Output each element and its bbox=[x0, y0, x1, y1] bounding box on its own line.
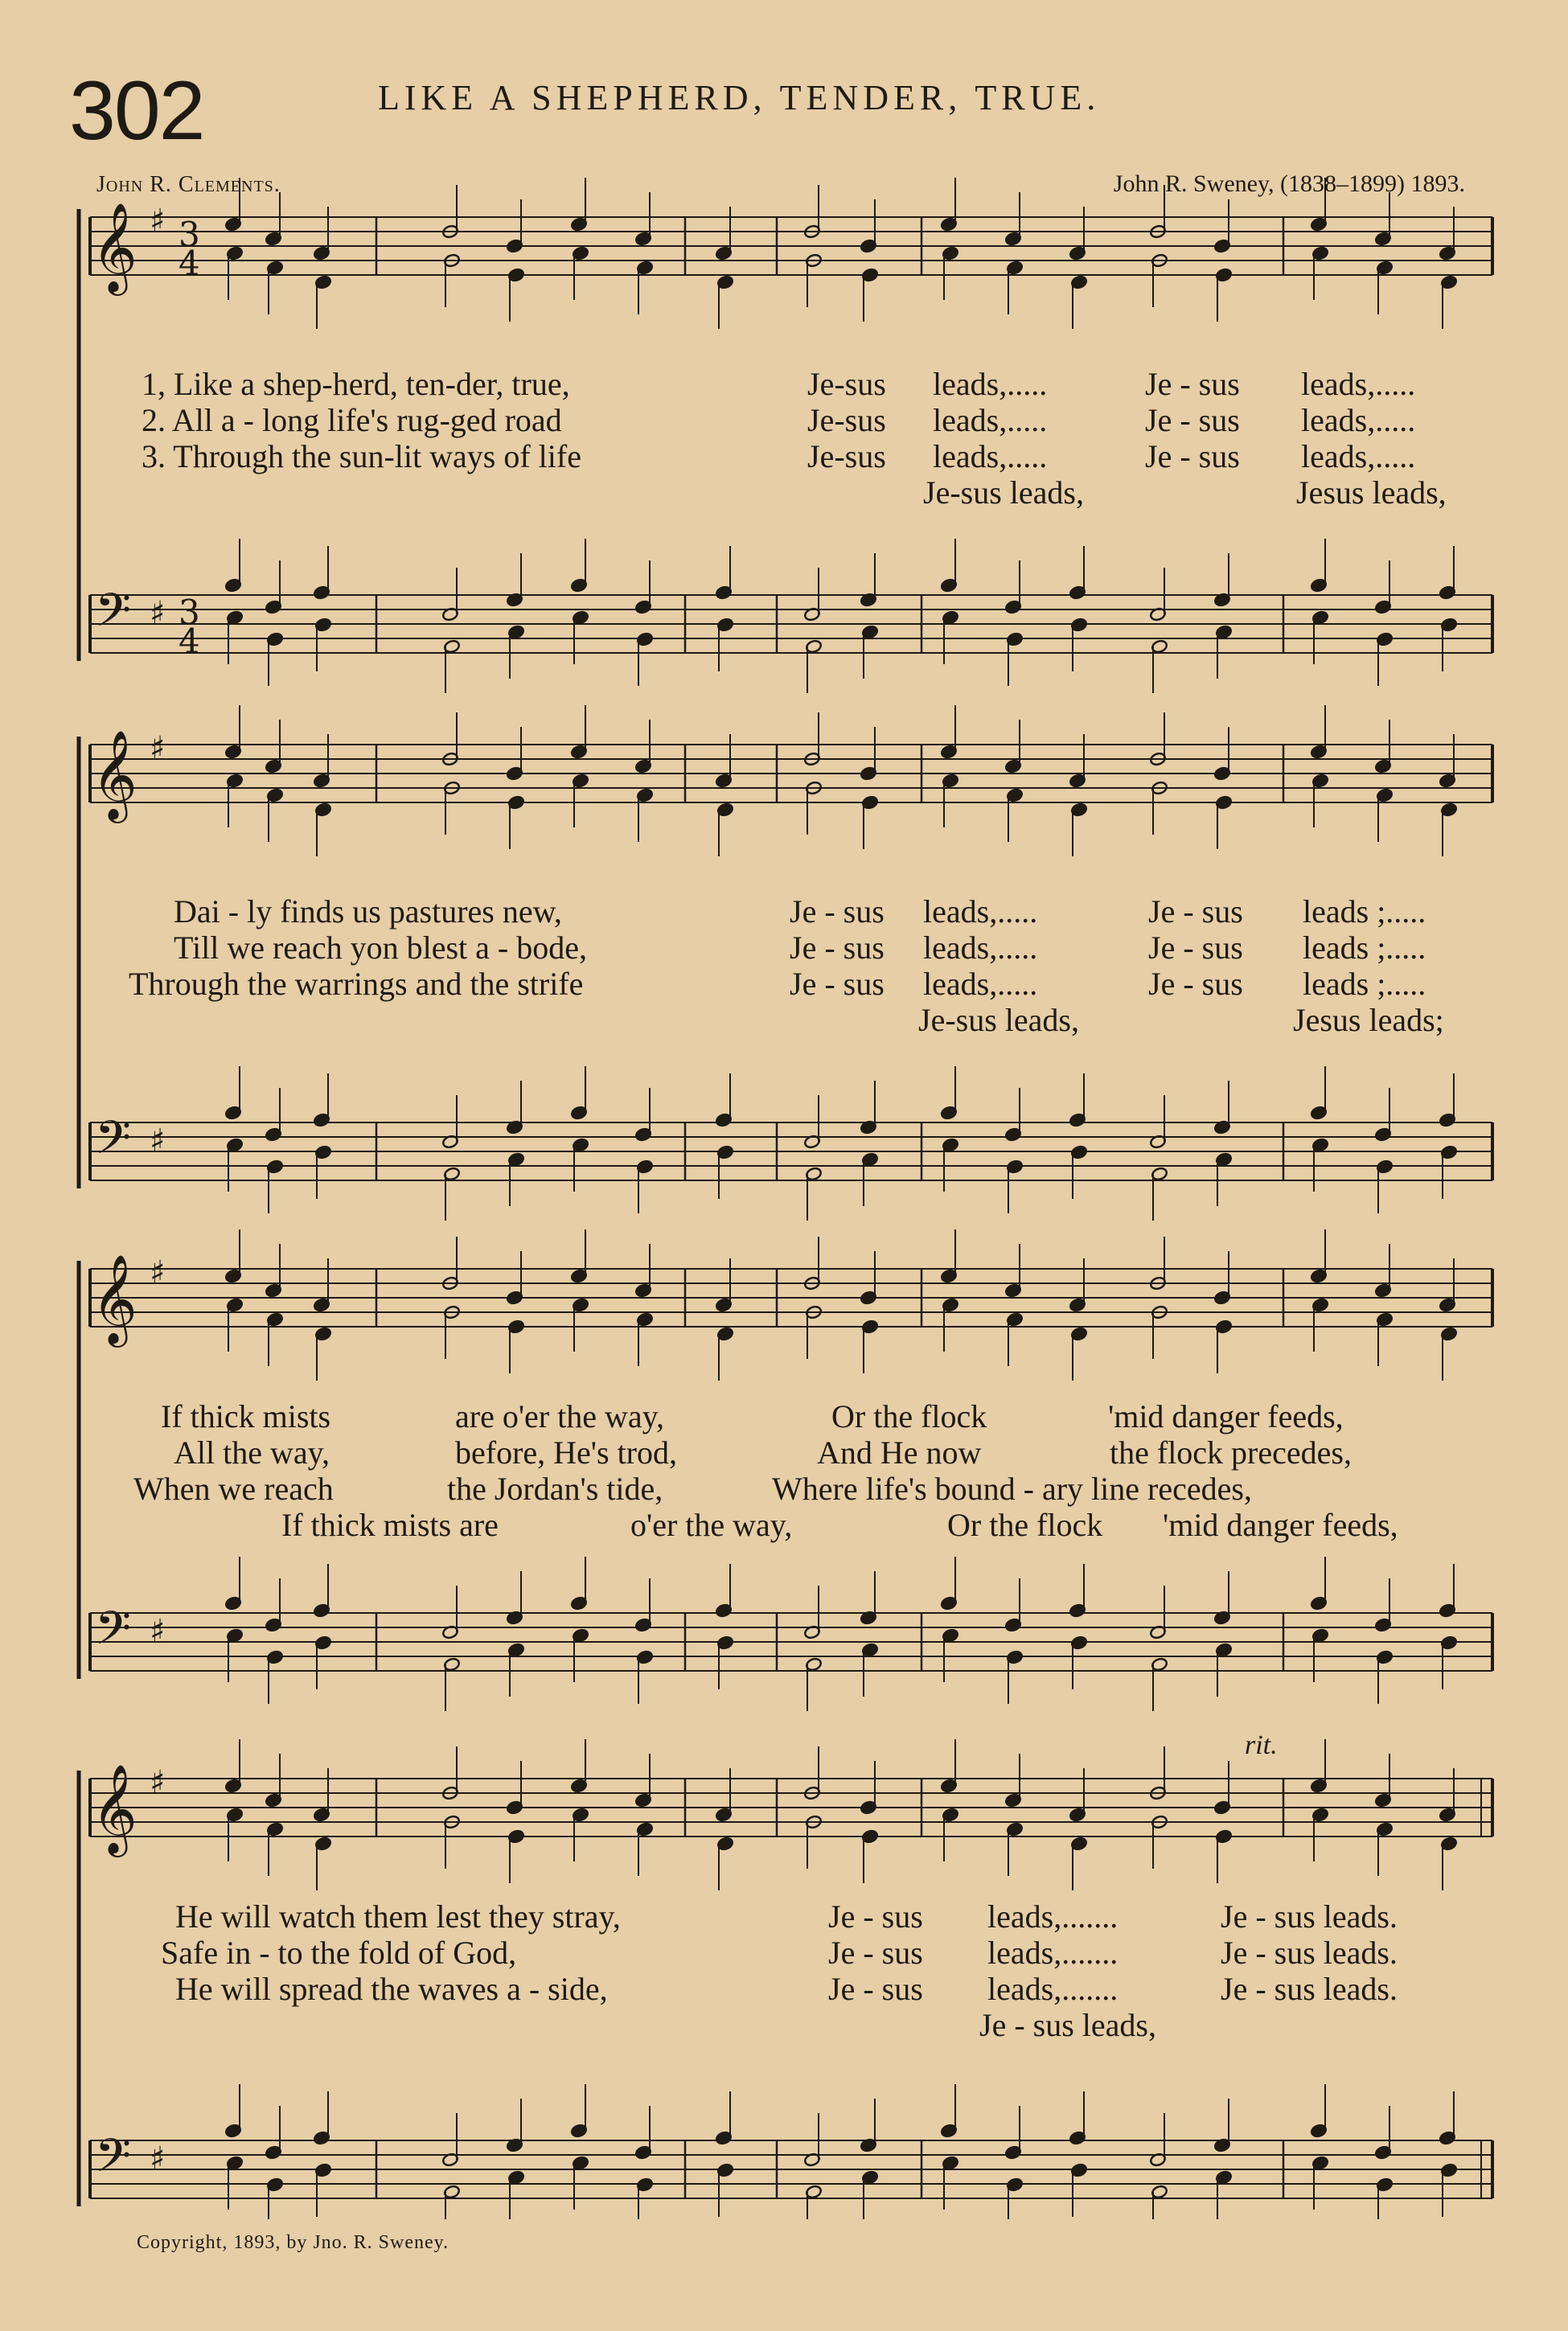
note-head-icon bbox=[860, 1761, 876, 1815]
note-head-icon bbox=[861, 2170, 878, 2219]
time-signature-icon: 3 bbox=[179, 593, 200, 632]
note-head-icon bbox=[1310, 2084, 1327, 2138]
note-head-icon bbox=[1004, 2106, 1021, 2160]
note-head-icon bbox=[1070, 2163, 1087, 2217]
note-head-icon bbox=[715, 2091, 732, 2145]
bass-clef-icon: 𝄢 bbox=[95, 2128, 132, 2194]
lyricist-credit: John R. Clements. bbox=[96, 172, 281, 197]
note-head-icon bbox=[507, 1829, 524, 1883]
sharp-icon: ♯ bbox=[150, 2140, 166, 2177]
note-head-icon bbox=[942, 2156, 958, 2210]
note-head-icon bbox=[507, 2170, 524, 2219]
note-head-icon bbox=[265, 2106, 281, 2160]
note-head-icon bbox=[1310, 1739, 1327, 1793]
treble-clef-icon: 𝄞 bbox=[92, 1254, 138, 1344]
note-head-icon bbox=[1215, 2170, 1232, 2219]
sharp-icon: ♯ bbox=[150, 1764, 166, 1801]
note-head-icon bbox=[1376, 1822, 1393, 1876]
sharp-icon: ♯ bbox=[150, 730, 166, 767]
note-head-icon bbox=[1213, 1761, 1230, 1815]
note-head-icon bbox=[1006, 1822, 1023, 1876]
note-head-icon bbox=[443, 2185, 460, 2219]
note-head-icon bbox=[1069, 1768, 1086, 1822]
bass-clef-icon: 𝄢 bbox=[95, 583, 132, 649]
note-head-icon bbox=[716, 1836, 733, 1890]
bass-clef-icon: 𝄢 bbox=[95, 1601, 132, 1667]
treble-staff bbox=[90, 1779, 1492, 1836]
note-head-icon bbox=[224, 2084, 241, 2138]
ritardando-mark: rit. bbox=[1245, 1730, 1278, 1760]
note-head-icon bbox=[572, 1808, 589, 1861]
treble-clef-icon: 𝄞 bbox=[92, 729, 138, 819]
hymn-title: LIKE A SHEPHERD, TENDER, TRUE. bbox=[378, 78, 1101, 117]
sharp-icon: ♯ bbox=[150, 595, 166, 632]
note-head-icon bbox=[506, 1761, 523, 1815]
hymn-page: 302 LIKE A SHEPHERD, TENDER, TRUE. John R. Clements. John R. Sweney, (1838–1899) 1893. 𝄞 𝄢 ♯ ♯ 3 4 3 4 1, Like a shep-herd, ten-der, true, Je-sus leads,..... Je - sus leads,..... 2. All a - long life's rug-ged road Je-sus leads,..... Je - sus leads,..... 3. Through the sun-lit ways of life Je-sus leads,..... Je - sus leads,..... Je-sus leads, Jesus leads, 𝄞 𝄢 ♯ ♯ Dai - ly finds us pastures new, Je - sus leads,..... Je - sus leads ;..... Till we reach yon blest a - bode, Je - sus leads,..... Je - sus leads ;..... Through the warrings and the strife Je - sus leads,..... Je - sus leads ;..... Je-sus leads, Jesus leads; 𝄞 𝄢 ♯ ♯ If thick mists are o'er the way, Or the flock 'mid danger feeds, All the way, before, He's trod, And He now the flock precedes, When we reach the Jordan's tide, Where life's bound - ary line recedes, If thick mists are o'er the way, Or the flock 'mid danger feeds, 𝄞 𝄢 ♯ ♯ rit. He will watch them lest they stray, Je - sus leads,....... Je - sus leads. Safe in - to the fold of God, Je - sus leads,....... Je - sus leads. He will spread the waves a - side, Je - sus leads,....... Je - sus leads. Je - sus leads, Copyright, 1893, by Jno. R. Sweney. bbox=[0, 0, 1568, 2331]
note-head-icon bbox=[226, 1808, 243, 1861]
time-signature-icon: 4 bbox=[179, 622, 200, 661]
note-head-icon bbox=[1374, 2106, 1391, 2160]
note-head-icon bbox=[716, 2163, 733, 2217]
note-head-icon bbox=[942, 1808, 958, 1861]
note-head-icon bbox=[313, 1768, 330, 1822]
note-head-icon bbox=[1439, 1768, 1455, 1822]
note-head-icon bbox=[940, 2084, 957, 2138]
note-head-icon bbox=[266, 1822, 283, 1876]
sharp-icon: ♯ bbox=[150, 1254, 166, 1291]
note-head-icon bbox=[1213, 2099, 1230, 2152]
note-head-icon bbox=[506, 2099, 523, 2152]
note-head-icon bbox=[715, 1768, 732, 1822]
note-head-icon bbox=[224, 1739, 241, 1793]
note-head-icon bbox=[1439, 2091, 1455, 2145]
hymn-number: 302 bbox=[69, 64, 204, 158]
note-head-icon bbox=[570, 2084, 587, 2138]
note-head-icon bbox=[570, 1739, 587, 1793]
note-head-icon bbox=[314, 2163, 331, 2217]
note-head-icon bbox=[1069, 2091, 1086, 2145]
time-signature-icon: 4 bbox=[179, 244, 200, 283]
note-head-icon bbox=[805, 2185, 822, 2219]
time-signature-icon: 3 bbox=[179, 215, 200, 254]
note-head-icon bbox=[226, 2156, 243, 2210]
bass-clef-icon: 𝄢 bbox=[95, 1110, 132, 1176]
bass-staff bbox=[90, 2140, 1492, 2198]
note-head-icon bbox=[265, 1754, 281, 1808]
copyright-notice: Copyright, 1893, by Jno. R. Sweney. bbox=[137, 2232, 449, 2253]
note-head-icon bbox=[1070, 1836, 1087, 1890]
note-head-icon bbox=[634, 2106, 651, 2160]
treble-clef-icon: 𝄞 bbox=[92, 202, 138, 292]
note-head-icon bbox=[634, 1754, 651, 1808]
note-head-icon bbox=[1004, 1754, 1021, 1808]
note-head-icon bbox=[861, 1829, 878, 1883]
note-head-icon bbox=[314, 1836, 331, 1890]
note-head-icon bbox=[860, 2099, 876, 2152]
sharp-icon: ♯ bbox=[150, 1122, 166, 1159]
sharp-icon: ♯ bbox=[150, 203, 166, 240]
sharp-icon: ♯ bbox=[150, 1613, 166, 1650]
note-head-icon bbox=[1440, 2163, 1457, 2217]
note-head-icon bbox=[1311, 1808, 1328, 1861]
treble-clef-icon: 𝄞 bbox=[92, 1763, 138, 1853]
note-head-icon bbox=[1374, 1754, 1391, 1808]
note-head-icon bbox=[313, 2091, 330, 2145]
note-head-icon bbox=[636, 1822, 653, 1876]
note-head-icon bbox=[940, 1739, 957, 1793]
composer-credit: John R. Sweney, (1838–1899) 1893. bbox=[1113, 170, 1465, 197]
note-head-icon bbox=[1440, 1836, 1457, 1890]
note-head-icon bbox=[1311, 2156, 1328, 2210]
note-head-icon bbox=[1215, 1829, 1232, 1883]
note-head-icon bbox=[572, 2156, 589, 2210]
note-head-icon bbox=[1151, 2185, 1168, 2219]
